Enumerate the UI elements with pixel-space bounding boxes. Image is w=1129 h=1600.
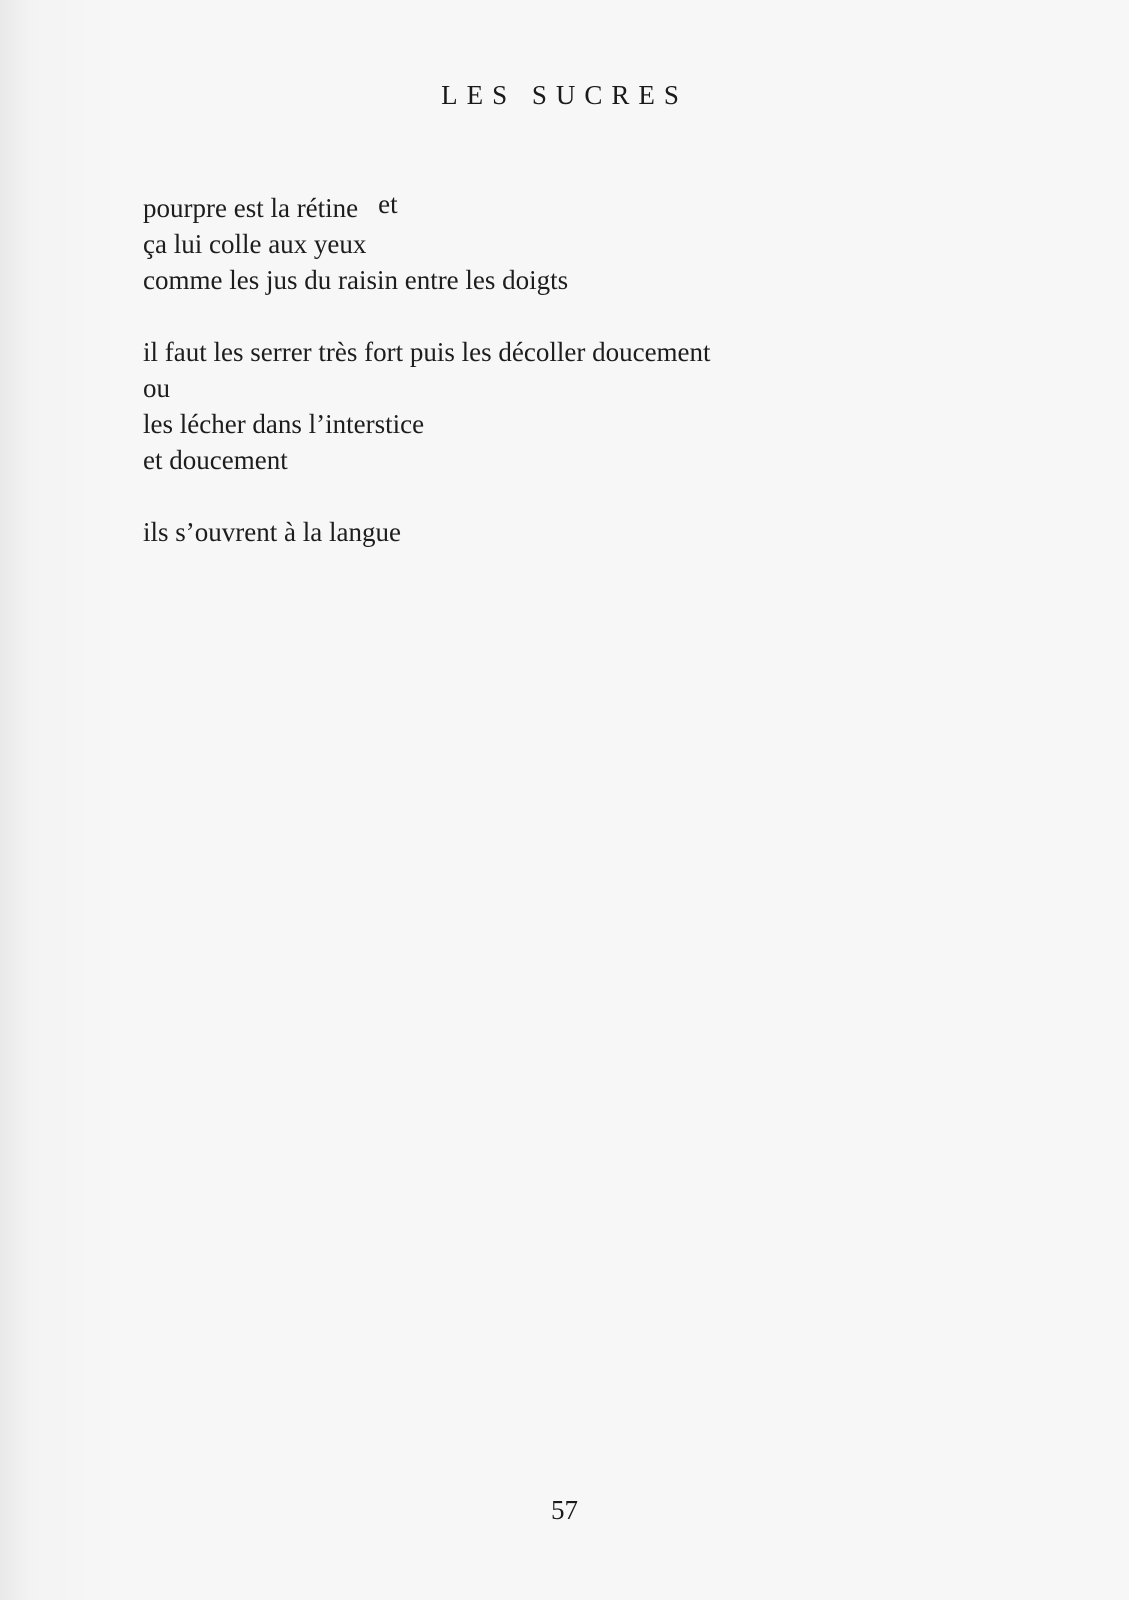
poem-line: comme les jus du raisin entre les doigts [143, 265, 569, 295]
stanza-2 [143, 334, 1043, 478]
poem-line: ou [143, 373, 170, 403]
page-number: 57 [551, 1495, 578, 1525]
poem-line: ça lui colle aux yeux [143, 229, 367, 259]
poem-line-trailing-word: et [378, 189, 398, 219]
poem-line: ils s’ouvrent à la langue [143, 517, 401, 547]
poem [143, 190, 1043, 550]
stanza-3 [143, 514, 1043, 550]
stanza-break [143, 478, 1043, 514]
poem-line [143, 190, 1043, 226]
stanza-break [143, 298, 1043, 334]
poem-line: et doucement [143, 445, 288, 475]
running-head: LES SUCRES [441, 80, 688, 110]
poem-line: il faut les serrer très fort puis les décoller doucement [143, 337, 711, 367]
poem-line-text: pourpre est la rétine [143, 193, 359, 223]
poem-line: les lécher dans l’interstice [143, 409, 425, 439]
stanza-1 [143, 190, 1043, 298]
